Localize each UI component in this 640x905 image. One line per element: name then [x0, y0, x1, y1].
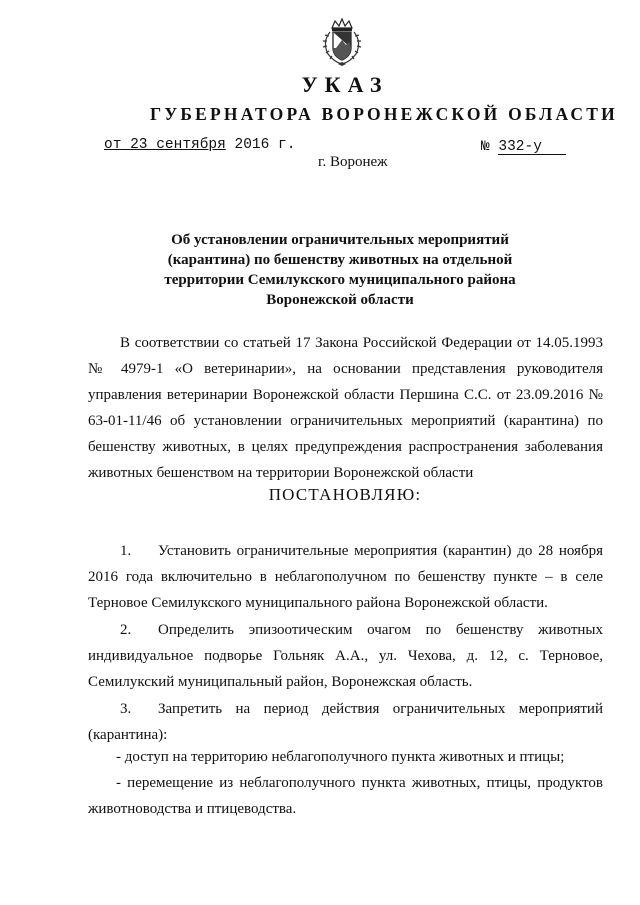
document-title: Об установлении ограничительных мероприятий (карантина) по бешенству животных на отдельной территории Семилукского муниципального района Воронежской области	[164, 232, 516, 308]
coat-of-arms-icon	[318, 18, 366, 68]
number-prefix: №	[481, 139, 490, 155]
number-value: 332-у	[498, 140, 566, 155]
item-number: 2.	[120, 622, 132, 638]
item-text: Установить ограничительные мероприятия (карантин) до 28 ноября 2016 года включительно в неблагополучном по бешенству пункте – в селе Терновое Семилукского муниципального района Воронежской области.	[88, 543, 603, 611]
item-1	[88, 538, 603, 616]
date-value: 23 сентября	[130, 137, 226, 153]
item-2	[88, 617, 603, 695]
item-text: Запретить на период действия ограничительных мероприятий (карантина):	[88, 701, 603, 743]
document-date	[104, 137, 295, 153]
document-type: УКАЗ	[301, 72, 389, 97]
date-suffix: 2016 г.	[234, 137, 296, 153]
issuer-title: ГУБЕРНАТОРА ВОРОНЕЖСКОЙ ОБЛАСТИ	[150, 104, 618, 124]
bullet-2: - перемещение из неблагополучного пункта животных, птицы, продуктов животноводства и птицеводства.	[88, 775, 603, 817]
preamble-paragraph: В соответствии со статьей 17 Закона Российской Федерации от 14.05.1993 № 4979-1 «О ветеринарии», на основании представления руководителя управления ветеринарии Воронежской области Першина С.С. от 23.09.2016 № 63-01-11/46 об установлении ограничительных мероприятий (карантина) по бешенству животных, в целях предупреждения распространения заболевания животных бешенством на территории Воронежской области	[88, 335, 603, 481]
item-text: Определить эпизоотическим очагом по бешенству животных индивидуальное подворье Гольняк А.А., ул. Чехова, д. 12, с. Терновое, Семилукский муниципальный район, Воронежская область.	[88, 622, 603, 690]
bullet-1: - доступ на территорию неблагополучного пункта животных и птицы;	[116, 749, 565, 765]
item-number: 3.	[120, 701, 132, 717]
decree-word: ПОСТАНОВЛЯЮ:	[268, 485, 422, 504]
item-3	[88, 696, 603, 748]
item-number: 1.	[120, 543, 132, 559]
document-number	[481, 139, 566, 155]
city: г. Воронеж	[318, 154, 388, 170]
date-prefix: от	[104, 137, 122, 153]
